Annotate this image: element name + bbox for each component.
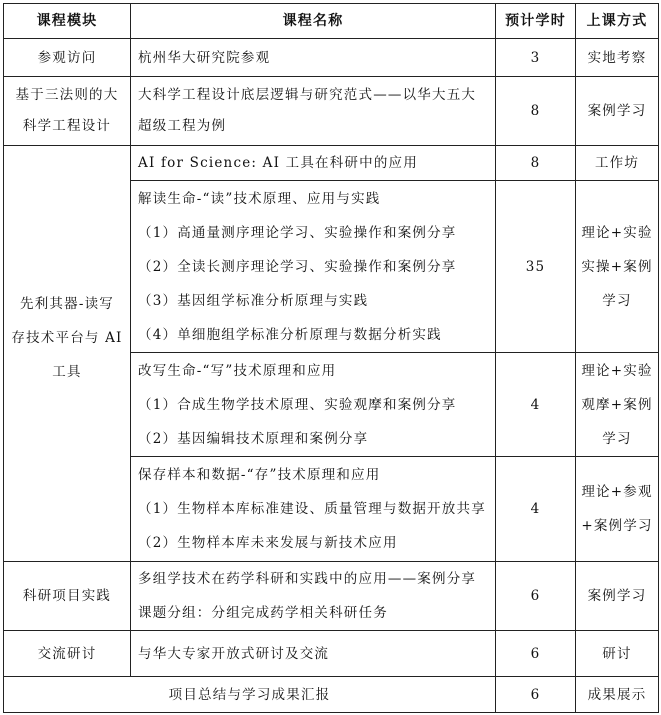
hours-cell: 3 — [496, 39, 576, 77]
course-cell — [131, 77, 496, 146]
hours-cell: 6 — [496, 562, 576, 631]
header-course: 课程名称 — [131, 4, 496, 39]
course-line: 课题分组：分组完成药学相关科研任务 — [138, 605, 388, 621]
course-line: 保存样本和数据-“存”技术原理和应用 — [138, 467, 381, 483]
course-line: （3）基因组学标准分析原理与实践 — [138, 292, 369, 309]
course-cell — [131, 562, 496, 631]
table-row — [4, 146, 659, 181]
method-cell: 案例学习 — [576, 77, 659, 146]
course-line: （1）合成生物学技术原理、实验观摩和案例分享 — [138, 396, 457, 413]
course-line: （2）生物样本库未来发展与新技术应用 — [138, 535, 398, 551]
table-row — [4, 77, 659, 146]
hours-cell: 35 — [496, 181, 576, 353]
method-cell — [576, 457, 659, 562]
course-schedule-table — [3, 3, 659, 713]
course-cell: 杭州华大研究院参观 — [131, 39, 496, 77]
course-line: 解读生命-“读”技术原理、应用与实践 — [138, 190, 381, 207]
module-cell — [4, 146, 131, 562]
method-cell: 案例学习 — [576, 562, 659, 631]
module-cell: 交流研讨 — [4, 631, 131, 677]
method-cell: 实地考察 — [576, 39, 659, 77]
hours-cell: 8 — [496, 77, 576, 146]
hours-cell: 6 — [496, 631, 576, 677]
course-cell: 与华大专家开放式研讨及交流 — [131, 631, 496, 677]
course-line: 超级工程为例 — [138, 118, 227, 134]
summary-title-cell: 项目总结与学习成果汇报 — [4, 677, 496, 713]
header-module: 课程模块 — [4, 4, 131, 39]
method-line: 实操+案例 — [581, 258, 653, 275]
course-line: （1）高通量测序理论学习、实验操作和案例分享 — [138, 224, 457, 241]
hours-cell: 4 — [496, 457, 576, 562]
table-row — [4, 39, 659, 77]
course-line: 改写生命-“写”技术原理和应用 — [138, 362, 337, 379]
method-line: 学习 — [602, 430, 632, 447]
method-line: +案例学习 — [581, 518, 653, 534]
course-line: AI for Science: AI 工具在科研中的应用 — [138, 155, 418, 171]
course-line: （2）基因编辑技术原理和案例分享 — [138, 430, 369, 447]
method-cell: 研讨 — [576, 631, 659, 677]
method-line: 理论+实验 — [581, 224, 653, 241]
course-line: （1）生物样本库标准建设、质量管理与数据开放共享 — [138, 501, 486, 517]
course-line: 多组学技术在药学科研和实践中的应用——案例分享 — [138, 571, 477, 587]
module-cell: 参观访问 — [4, 39, 131, 77]
method-line: 理论+实验 — [581, 362, 653, 379]
hours-cell: 4 — [496, 353, 576, 457]
module-line: 先利其器-读写 — [20, 295, 114, 312]
module-line: 存技术平台与 AI — [11, 329, 123, 346]
header-row — [4, 4, 659, 39]
module-cell: 科研项目实践 — [4, 562, 131, 631]
header-hours: 预计学时 — [496, 4, 576, 39]
table-row — [4, 631, 659, 677]
method-cell — [576, 353, 659, 457]
summary-row — [4, 677, 659, 713]
method-cell — [576, 146, 659, 181]
method-line: 学习 — [602, 292, 632, 309]
course-cell — [131, 353, 496, 457]
module-line: 基于三法则的大 — [15, 87, 119, 103]
course-cell — [131, 181, 496, 353]
course-line: （4）单细胞组学标准分析原理与数据分析实践 — [138, 326, 442, 343]
course-line: 大科学工程设计底层逻辑与研究范式——以华大五大 — [138, 87, 477, 103]
hours-cell: 8 — [496, 146, 576, 181]
hours-cell: 6 — [496, 677, 576, 713]
method-cell — [576, 181, 659, 353]
module-line: 工具 — [52, 363, 82, 380]
header-method: 上课方式 — [576, 4, 659, 39]
course-cell — [131, 146, 496, 181]
table-row — [4, 562, 659, 631]
method-line: 工作坊 — [594, 155, 640, 171]
method-line: 理论+参观 — [581, 484, 653, 500]
course-cell — [131, 457, 496, 562]
method-cell: 成果展示 — [576, 677, 659, 713]
course-line: （2）全读长测序理论学习、实验操作和案例分享 — [138, 258, 457, 275]
module-line: 科学工程设计 — [22, 118, 112, 134]
module-cell — [4, 77, 131, 146]
method-line: 观摩+案例 — [581, 396, 653, 413]
